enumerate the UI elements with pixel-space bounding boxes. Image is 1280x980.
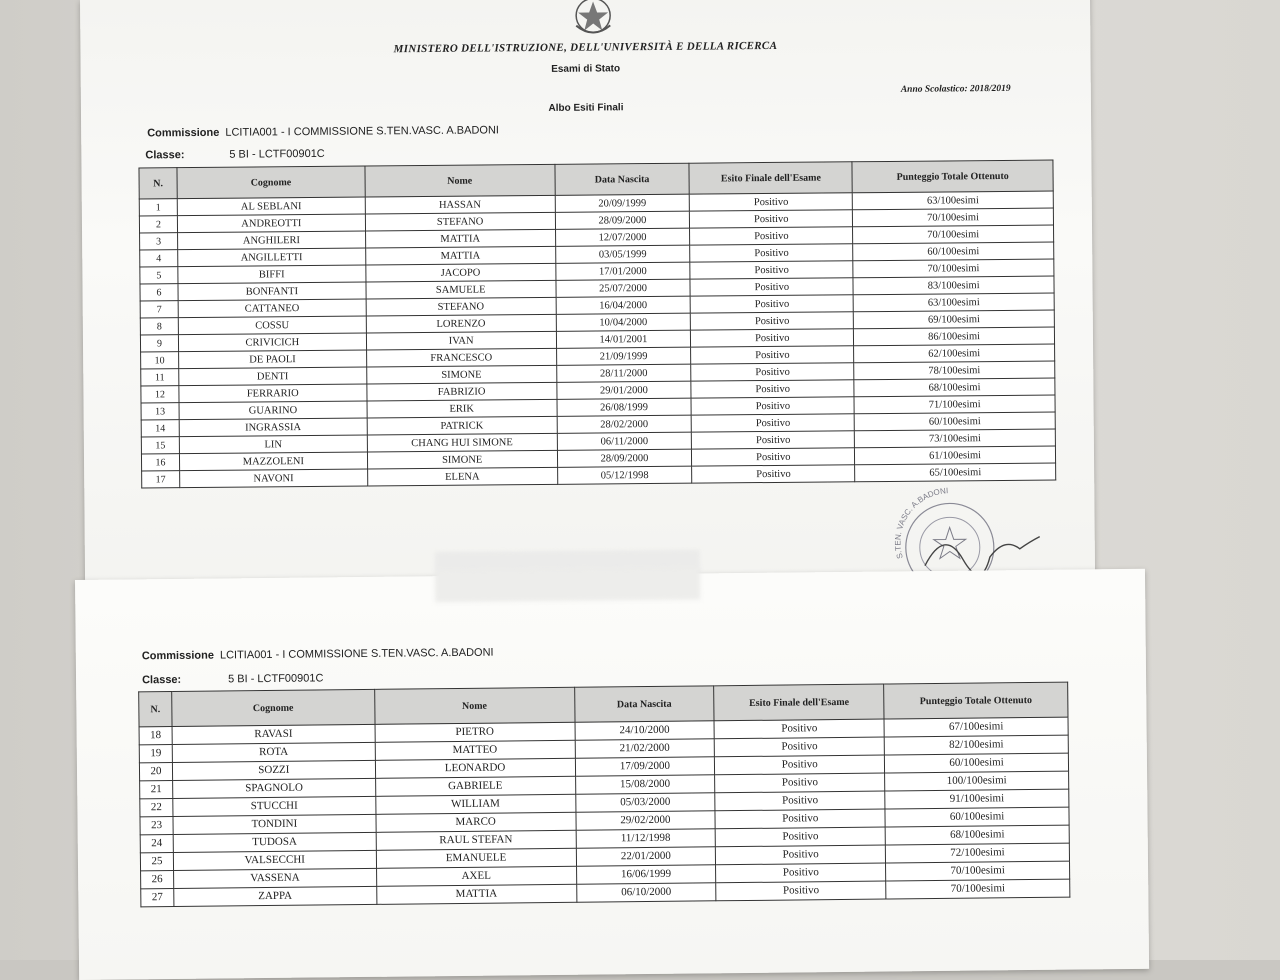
row-punteggio: 62/100esimi (854, 344, 1055, 363)
row-data-nascita: 12/07/2000 (555, 228, 690, 246)
col-header-n: N. (139, 168, 177, 199)
row-cognome: DENTI (179, 367, 367, 386)
row-punteggio: 60/100esimi (853, 242, 1054, 261)
row-esito: Positivo (691, 397, 854, 415)
row-data-nascita: 28/09/2000 (555, 211, 690, 229)
row-esito: Positivo (715, 755, 885, 775)
row-nome: STEFANO (366, 297, 556, 316)
row-cognome: RAVASI (172, 724, 375, 744)
row-number: 11 (141, 369, 179, 386)
row-cognome: ANGHILERI (177, 231, 365, 250)
row-data-nascita: 22/01/2000 (576, 847, 716, 866)
row-number: 4 (140, 250, 178, 267)
row-cognome: VALSECCHI (173, 850, 376, 870)
row-nome: MARCO (376, 812, 576, 832)
row-number: 20 (139, 762, 172, 780)
row-cognome: COSSU (178, 316, 366, 335)
commissione-label: Commissione (141, 649, 215, 663)
row-nome: HASSAN (365, 195, 555, 214)
row-number: 21 (140, 780, 173, 798)
row-nome: PATRICK (367, 416, 557, 435)
row-number: 9 (140, 335, 178, 352)
col-header-nome: Nome (365, 164, 555, 197)
row-number: 15 (141, 437, 179, 454)
row-nome: EMANUELE (376, 848, 576, 868)
row-cognome: ROTA (172, 742, 375, 762)
classe-label: Classe: (141, 673, 182, 687)
row-nome: SIMONE (366, 365, 556, 384)
row-number: 19 (139, 744, 172, 762)
row-esito: Positivo (692, 414, 855, 432)
col-header-cognome: Cognome (172, 689, 375, 726)
row-punteggio: 70/100esimi (853, 259, 1054, 278)
row-nome: ERIK (367, 399, 557, 418)
row-number: 1 (139, 199, 177, 216)
row-number: 16 (141, 454, 179, 471)
row-data-nascita: 17/09/2000 (575, 757, 715, 776)
exam-title: Esami di Stato (551, 63, 621, 75)
row-number: 24 (140, 834, 173, 852)
row-punteggio: 71/100esimi (854, 395, 1055, 414)
row-esito: Positivo (691, 329, 854, 347)
row-punteggio: 86/100esimi (854, 327, 1055, 346)
row-data-nascita: 16/06/1999 (576, 865, 716, 884)
row-esito: Positivo (690, 193, 853, 211)
row-data-nascita: 29/01/2000 (556, 381, 691, 399)
row-data-nascita: 21/09/1999 (556, 347, 691, 365)
row-data-nascita: 11/12/1998 (576, 829, 716, 848)
row-punteggio: 60/100esimi (885, 807, 1069, 827)
document-page-1 (80, 0, 1095, 620)
row-number: 18 (139, 726, 172, 744)
row-nome: FABRIZIO (367, 382, 557, 401)
col-header-esito: Esito Finale dell'Esame (714, 684, 884, 721)
row-data-nascita: 14/01/2001 (556, 330, 691, 348)
row-punteggio: 73/100esimi (855, 429, 1056, 448)
col-header-punteggio: Punteggio Totale Ottenuto (852, 160, 1053, 193)
commissione-label: Commissione (147, 126, 220, 140)
col-header-cognome: Cognome (177, 166, 365, 199)
document-page-2 (75, 569, 1149, 980)
row-nome: IVAN (366, 331, 556, 350)
row-number: 2 (139, 216, 177, 233)
row-number: 13 (141, 403, 179, 420)
row-punteggio: 70/100esimi (886, 879, 1070, 899)
row-data-nascita: 03/05/1999 (555, 245, 690, 263)
row-number: 27 (141, 888, 174, 906)
row-esito: Positivo (714, 719, 884, 739)
row-esito: Positivo (690, 227, 853, 245)
row-cognome: INGRASSIA (179, 418, 367, 437)
row-punteggio: 68/100esimi (854, 378, 1055, 397)
row-data-nascita: 06/10/2000 (576, 883, 716, 902)
row-esito: Positivo (715, 773, 885, 793)
row-data-nascita: 06/11/2000 (557, 432, 692, 450)
row-cognome: CATTANEO (178, 299, 366, 318)
row-esito: Positivo (715, 809, 885, 829)
classe-line (145, 148, 324, 162)
republic-emblem-icon (570, 0, 616, 38)
row-esito: Positivo (690, 261, 853, 279)
row-esito: Positivo (691, 312, 854, 330)
row-nome: SIMONE (367, 450, 557, 469)
row-data-nascita: 28/09/2000 (557, 449, 692, 467)
row-nome: RAUL STEFAN (376, 830, 576, 850)
row-punteggio: 60/100esimi (885, 753, 1069, 773)
row-cognome: VASSENA (174, 868, 377, 888)
row-punteggio: 63/100esimi (852, 191, 1053, 210)
commissione-line (142, 647, 494, 663)
row-esito: Positivo (716, 881, 886, 901)
row-punteggio: 78/100esimi (854, 361, 1055, 380)
row-data-nascita: 16/04/2000 (556, 296, 691, 314)
row-nome: WILLIAM (376, 794, 576, 814)
row-esito: Positivo (715, 791, 885, 811)
row-data-nascita: 15/08/2000 (575, 775, 715, 794)
row-cognome: SPAGNOLO (173, 778, 376, 798)
row-cognome: ANGILLETTI (178, 248, 366, 267)
row-number: 17 (142, 471, 180, 488)
col-header-data-nascita: Data Nascita (554, 163, 689, 195)
row-nome: MATTIA (376, 884, 576, 904)
row-data-nascita: 29/02/2000 (575, 811, 715, 830)
row-nome: AXEL (376, 866, 576, 886)
row-cognome: GUARINO (179, 401, 367, 420)
commissione-value: LCITIA001 - I COMMISSIONE S.TEN.VASC. A.BADONI (219, 646, 494, 662)
commissione-line (147, 124, 499, 139)
col-header-nome: Nome (374, 687, 574, 724)
row-esito: Positivo (691, 380, 854, 398)
row-cognome: DE PAOLI (179, 350, 367, 369)
row-data-nascita: 20/09/1999 (555, 194, 690, 212)
results-table-1 (138, 160, 1056, 489)
row-punteggio: 83/100esimi (853, 276, 1054, 295)
row-esito: Positivo (690, 210, 853, 228)
row-punteggio: 70/100esimi (853, 225, 1054, 244)
row-number: 22 (140, 798, 173, 816)
row-punteggio: 70/100esimi (853, 208, 1054, 227)
row-data-nascita: 21/02/2000 (575, 739, 715, 758)
row-data-nascita: 10/04/2000 (556, 313, 691, 331)
row-nome: JACOPO (366, 263, 556, 282)
row-punteggio: 82/100esimi (884, 735, 1068, 755)
row-number: 10 (141, 352, 179, 369)
row-cognome: NAVONI (180, 469, 368, 488)
col-header-esito: Esito Finale dell'Esame (689, 162, 852, 194)
row-nome: LORENZO (366, 314, 556, 333)
classe-line (142, 672, 323, 686)
row-cognome: CRIVICICH (178, 333, 366, 352)
official-stamp-icon (884, 487, 1045, 578)
row-esito: Positivo (692, 448, 855, 466)
row-nome: FRANCESCO (366, 348, 556, 367)
row-esito: Positivo (716, 863, 886, 883)
row-esito: Positivo (692, 431, 855, 449)
row-punteggio: 60/100esimi (854, 412, 1055, 431)
row-punteggio: 65/100esimi (855, 463, 1056, 482)
row-data-nascita: 28/11/2000 (556, 364, 691, 382)
document-title: Albo Esiti Finali (548, 102, 624, 114)
row-data-nascita: 28/02/2000 (557, 415, 692, 433)
row-data-nascita: 26/08/1999 (557, 398, 692, 416)
col-header-punteggio: Punteggio Totale Ottenuto (884, 682, 1068, 719)
school-year: Anno Scolastico: 2018/2019 (900, 83, 1011, 95)
row-nome: SAMUELE (366, 280, 556, 299)
commissione-value: LCITIA001 - I COMMISSIONE S.TEN.VASC. A.BADONI (225, 124, 499, 139)
row-number: 6 (140, 284, 178, 301)
row-cognome: TUDOSA (173, 832, 376, 852)
row-number: 26 (141, 870, 174, 888)
row-cognome: ANDREOTTI (177, 214, 365, 233)
row-number: 7 (140, 301, 178, 318)
ministry-title: MINISTERO DELL'ISTRUZIONE, DELL'UNIVERSITÀ E DELLA RICERCA (393, 39, 778, 56)
row-cognome: AL SEBLANI (177, 197, 365, 216)
col-header-n: N. (139, 691, 172, 726)
row-punteggio: 91/100esimi (885, 789, 1069, 809)
row-cognome: LIN (179, 435, 367, 454)
row-punteggio: 61/100esimi (855, 446, 1056, 465)
row-nome: PIETRO (375, 722, 575, 742)
row-number: 5 (140, 267, 178, 284)
row-esito: Positivo (692, 465, 855, 483)
row-number: 8 (140, 318, 178, 335)
redacted-area (435, 567, 700, 602)
row-cognome: STUCCHI (173, 796, 376, 816)
row-cognome: MAZZOLENI (179, 452, 367, 471)
row-nome: GABRIELE (375, 776, 575, 796)
row-nome: LEONARDO (375, 758, 575, 778)
row-cognome: ZAPPA (174, 886, 377, 906)
row-punteggio: 63/100esimi (853, 293, 1054, 312)
row-data-nascita: 05/12/1998 (557, 466, 692, 484)
row-punteggio: 68/100esimi (885, 825, 1069, 845)
row-number: 14 (141, 420, 179, 437)
row-esito: Positivo (715, 827, 885, 847)
row-esito: Positivo (690, 278, 853, 296)
row-number: 3 (140, 233, 178, 250)
row-cognome: BONFANTI (178, 282, 366, 301)
row-esito: Positivo (690, 244, 853, 262)
row-number: 23 (140, 816, 173, 834)
stamp-text: S.TEN. VASC. A.BADONI (893, 486, 949, 560)
row-punteggio: 70/100esimi (886, 861, 1070, 881)
row-nome: MATTEO (375, 740, 575, 760)
row-esito: Positivo (716, 845, 886, 865)
row-data-nascita: 17/01/2000 (555, 262, 690, 280)
row-esito: Positivo (715, 737, 885, 757)
row-nome: STEFANO (365, 212, 555, 231)
row-cognome: FERRARIO (179, 384, 367, 403)
classe-value: 5 BI - LCTF00901C (227, 672, 324, 686)
row-data-nascita: 25/07/2000 (556, 279, 691, 297)
row-esito: Positivo (691, 295, 854, 313)
row-cognome: BIFFI (178, 265, 366, 284)
row-data-nascita: 05/03/2000 (575, 793, 715, 812)
row-data-nascita: 24/10/2000 (575, 721, 715, 740)
row-punteggio: 72/100esimi (885, 843, 1069, 863)
col-header-data-nascita: Data Nascita (574, 686, 714, 722)
row-nome: ELENA (367, 467, 557, 486)
row-punteggio: 100/100esimi (885, 771, 1069, 791)
row-nome: MATTIA (365, 246, 555, 265)
row-number: 25 (140, 852, 173, 870)
row-punteggio: 69/100esimi (853, 310, 1054, 329)
results-body-2 (139, 717, 1070, 907)
row-number: 12 (141, 386, 179, 403)
row-punteggio: 67/100esimi (884, 717, 1068, 737)
row-nome: CHANG HUI SIMONE (367, 433, 557, 452)
row-cognome: TONDINI (173, 814, 376, 834)
classe-value: 5 BI - LCTF00901C (229, 147, 325, 161)
row-esito: Positivo (691, 346, 854, 364)
results-table-2 (138, 682, 1070, 908)
results-body-1 (139, 191, 1055, 488)
row-cognome: SOZZI (172, 760, 375, 780)
row-esito: Positivo (691, 363, 854, 381)
classe-label: Classe: (145, 149, 185, 162)
row-nome: MATTIA (365, 229, 555, 248)
